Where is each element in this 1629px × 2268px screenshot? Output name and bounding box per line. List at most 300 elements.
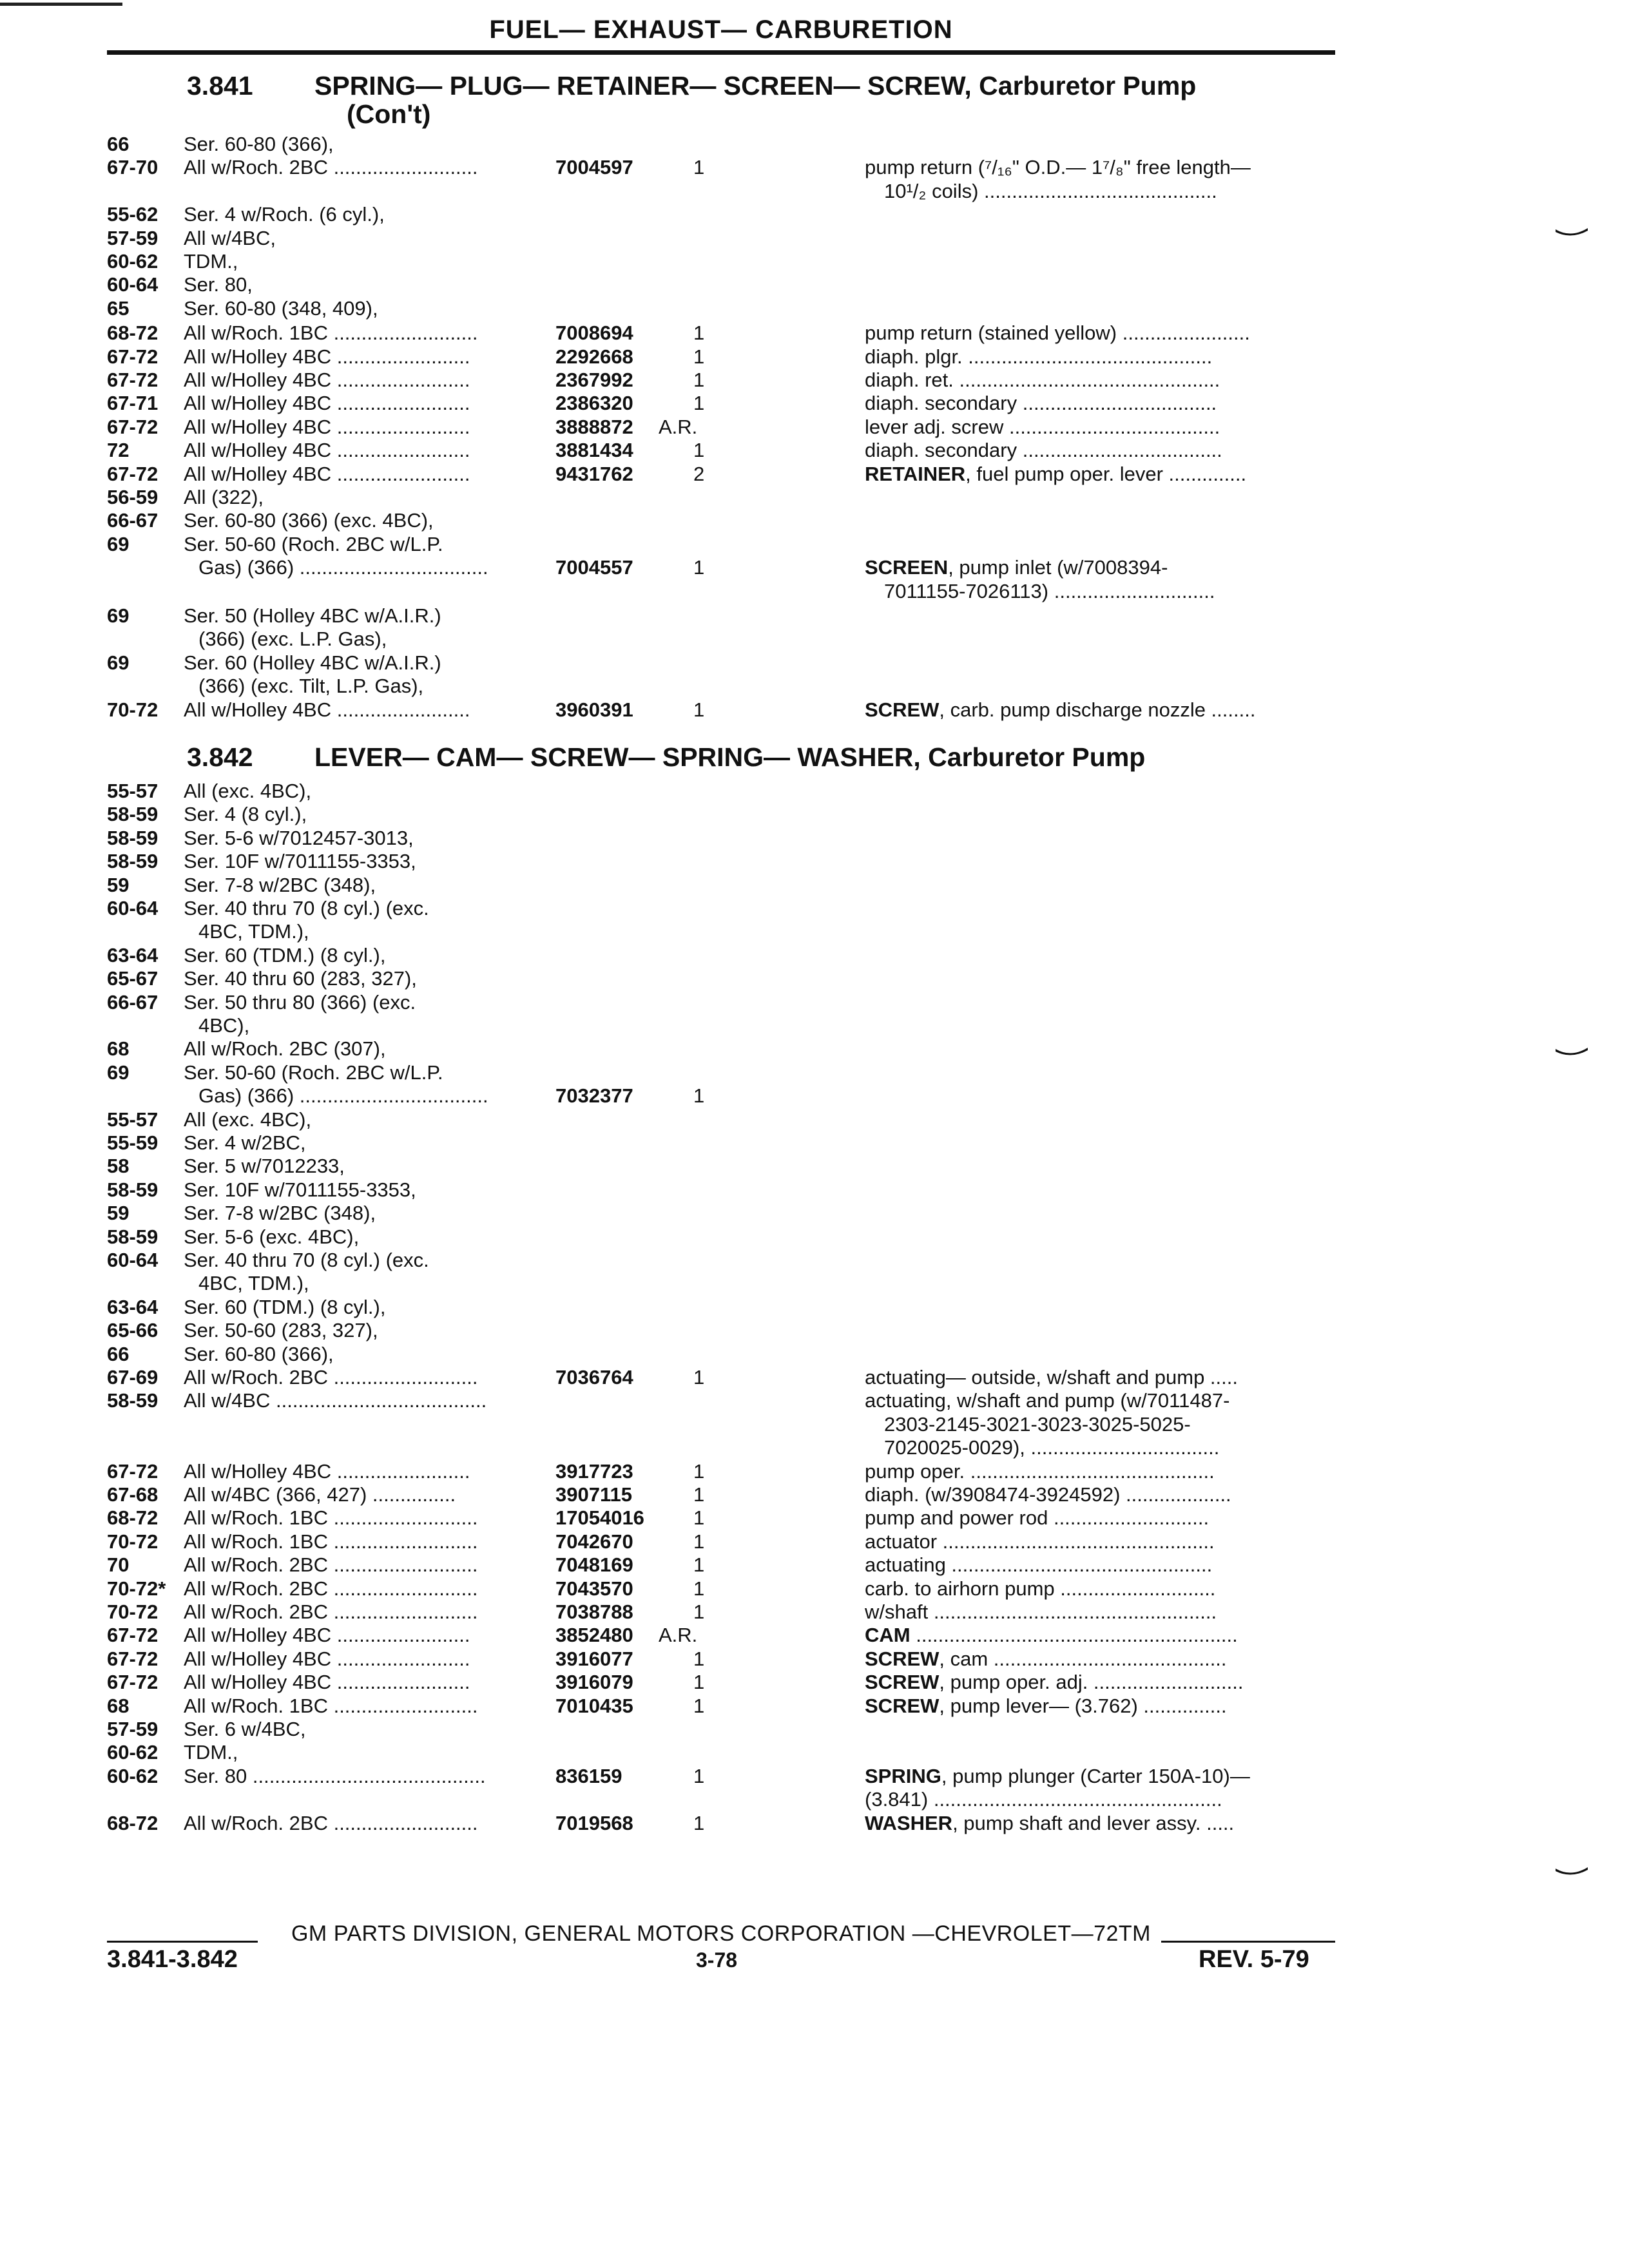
model-years: 58-59 (107, 1225, 159, 1248)
table-row (0, 533, 1629, 556)
model-years: 67-72 (107, 1459, 159, 1483)
model-years: 58-59 (107, 803, 159, 826)
application-description: Ser. 60 (Holley 4BC w/A.I.R.) (184, 651, 441, 674)
table-row (0, 1131, 1629, 1155)
application-description: All w/Roch. 1BC .......................... (184, 1694, 478, 1717)
part-name: actuating ............................................... (865, 1553, 1213, 1577)
footer-section-range: 3.841-3.842 (107, 1946, 238, 1973)
table-row (0, 675, 1629, 698)
application-description: All w/Holley 4BC ........................ (184, 462, 470, 485)
quantity: 1 (693, 1811, 705, 1834)
table-row (0, 698, 1629, 722)
model-years: 70-72* (107, 1577, 166, 1600)
part-name: SCREW, pump oper. adj. ........................... (865, 1671, 1244, 1694)
table-row (0, 780, 1629, 803)
application-description: Gas) (366) .................................. (198, 1084, 488, 1108)
table-row (0, 1812, 1629, 1835)
model-years: 68 (107, 1037, 130, 1061)
part-name: actuating, w/shaft and pump (w/7011487- (865, 1389, 1230, 1412)
part-name: CAM .......................................................... (865, 1624, 1238, 1647)
model-years: 70-72 (107, 698, 159, 721)
application-description: Ser. 50-60 (Roch. 2BC w/L.P. (184, 1061, 443, 1084)
model-years: 67-69 (107, 1366, 159, 1389)
application-description: All w/Roch. 1BC .......................... (184, 1530, 478, 1553)
quantity: A.R. (659, 1624, 698, 1647)
application-description: (366) (exc. Tilt, L.P. Gas), (198, 675, 424, 698)
part-name: actuator ................................................. (865, 1530, 1215, 1553)
part-number: 7043570 (555, 1577, 633, 1600)
binder-hole-mark (1554, 1046, 1589, 1057)
part-number: 17054016 (555, 1506, 644, 1530)
table-row (0, 1436, 1629, 1459)
part-number: 7019568 (555, 1811, 633, 1834)
model-years: 72 (107, 439, 130, 462)
quantity: 1 (693, 1600, 705, 1623)
model-years: 67-72 (107, 369, 159, 391)
part-name: SCREW, cam .......................................... (865, 1647, 1227, 1670)
model-years: 67-72 (107, 1624, 159, 1647)
table-row (0, 203, 1629, 226)
model-years: 60-64 (107, 897, 159, 919)
application-description: All w/4BC ...................................... (184, 1389, 487, 1412)
table-row (0, 273, 1629, 296)
application-description: All w/Roch. 2BC .......................... (184, 1577, 478, 1600)
model-years: 63-64 (107, 943, 159, 966)
application-description: All w/Roch. 2BC .......................... (184, 1366, 478, 1389)
part-number: 7008694 (555, 322, 633, 345)
part-name-keyword: SPRING (865, 1764, 941, 1787)
table-row (0, 628, 1629, 651)
part-name: actuating— outside, w/shaft and pump ..... (865, 1366, 1238, 1389)
table-row (0, 944, 1629, 967)
table-row (0, 1648, 1629, 1671)
model-years: 58-59 (107, 1389, 159, 1412)
model-years: 66 (107, 133, 130, 155)
table-row (0, 1249, 1629, 1272)
application-description: Ser. 50-60 (Roch. 2BC w/L.P. (184, 532, 443, 555)
part-number: 7042670 (555, 1530, 633, 1553)
quantity: 1 (693, 1553, 705, 1577)
model-years: 68-72 (107, 322, 159, 345)
quantity: 1 (693, 1084, 705, 1108)
table-row (0, 827, 1629, 850)
model-years: 60-62 (107, 1764, 159, 1787)
part-number: 3881434 (555, 439, 633, 462)
table-row (0, 486, 1629, 509)
table-row (0, 1413, 1629, 1436)
model-years: 58-59 (107, 1178, 159, 1201)
model-years: 67-71 (107, 392, 159, 415)
part-name: diaph. secondary ................................... (865, 392, 1217, 415)
table-row (0, 850, 1629, 873)
table-row (0, 1319, 1629, 1342)
model-years: 60-62 (107, 1741, 159, 1764)
part-name-keyword: RETAINER (865, 462, 966, 485)
model-years: 55-57 (107, 1108, 159, 1131)
quantity: 1 (693, 1671, 705, 1694)
table-row (0, 1178, 1629, 1202)
application-description: All w/4BC (366, 427) ............... (184, 1483, 456, 1506)
model-years: 63-64 (107, 1295, 159, 1318)
table-row (0, 1741, 1629, 1764)
table-row (0, 180, 1629, 203)
quantity: 1 (693, 1483, 705, 1506)
application-description: Ser. 4 w/2BC, (184, 1131, 306, 1154)
quantity: 1 (693, 1366, 705, 1389)
application-description: Ser. 60-80 (366), (184, 1342, 334, 1365)
application-description: Ser. 50 thru 80 (366) (exc. (184, 990, 416, 1014)
model-years: 57-59 (107, 1718, 159, 1740)
model-years: 69 (107, 604, 130, 627)
part-name: pump return (⁷/₁₆" O.D.— 1⁷/₈" free length— (865, 156, 1251, 179)
page-title: FUEL— EXHAUST— CARBURETION (489, 15, 953, 44)
part-name: 7011155-7026113) ............................. (884, 579, 1215, 602)
model-years: 55-57 (107, 780, 159, 802)
quantity: 1 (693, 1459, 705, 1483)
footer-publisher (107, 1921, 1335, 1946)
table-row (0, 1577, 1629, 1600)
section-heading-3841 (187, 71, 1340, 130)
table-row (0, 416, 1629, 439)
model-years: 67-68 (107, 1483, 159, 1506)
part-name: carb. to airhorn pump ............................ (865, 1577, 1216, 1600)
application-description: Ser. 60-80 (348, 409), (184, 296, 378, 320)
part-name-keyword: SCREEN (865, 556, 949, 579)
model-years: 57-59 (107, 226, 159, 249)
table-row (0, 1108, 1629, 1131)
table-row (0, 392, 1629, 415)
application-description: All w/Roch. 2BC .......................... (184, 1811, 478, 1834)
footer-page-number: 3-78 (696, 1948, 738, 1972)
quantity: 2 (693, 462, 705, 485)
application-description: Ser. 60 (TDM.) (8 cyl.), (184, 943, 386, 966)
part-number: 7010435 (555, 1694, 633, 1717)
application-description: All w/Roch. 2BC .......................... (184, 156, 478, 179)
model-years: 66-67 (107, 990, 159, 1014)
table-row (0, 1765, 1629, 1788)
quantity: A.R. (659, 415, 698, 438)
application-description: All w/Roch. 2BC .......................... (184, 1600, 478, 1623)
application-description: 4BC), (198, 1014, 250, 1037)
section-title: LEVER— CAM— SCREW— SPRING— WASHER, Carburetor Pump (314, 742, 1146, 772)
part-number: 2292668 (555, 345, 633, 368)
model-years: 69 (107, 532, 130, 555)
section-subtitle: (Con't) (347, 99, 431, 129)
model-years: 68-72 (107, 1811, 159, 1834)
table-row (0, 250, 1629, 273)
application-description: Ser. 5 w/7012233, (184, 1155, 345, 1178)
table-row (0, 920, 1629, 943)
model-years: 69 (107, 651, 130, 674)
part-name: w/shaft ................................................... (865, 1600, 1217, 1623)
quantity: 1 (693, 1694, 705, 1717)
application-description: (366) (exc. L.P. Gas), (198, 628, 387, 651)
section-number: 3.841 (187, 71, 253, 101)
part-name-keyword: SCREW (865, 1647, 940, 1670)
table-row (0, 1037, 1629, 1061)
model-years: 56-59 (107, 486, 159, 508)
model-years: 67-70 (107, 156, 159, 179)
part-number: 3916077 (555, 1647, 633, 1670)
application-description: 4BC, TDM.), (198, 920, 309, 943)
table-row (0, 1695, 1629, 1718)
binder-hole-mark (1554, 227, 1589, 237)
part-number: 3917723 (555, 1459, 633, 1483)
quantity: 1 (693, 1764, 705, 1787)
part-number: 9431762 (555, 462, 633, 485)
table-row (0, 1389, 1629, 1412)
part-name: SCREEN, pump inlet (w/7008394- (865, 556, 1168, 579)
application-description: All w/Holley 4BC ........................ (184, 1459, 470, 1483)
header-rule (107, 50, 1335, 55)
part-number: 3916079 (555, 1671, 633, 1694)
table-row (0, 1600, 1629, 1624)
model-years: 68 (107, 1694, 130, 1717)
part-number: 7032377 (555, 1084, 633, 1108)
model-years: 70 (107, 1553, 130, 1577)
table-row (0, 651, 1629, 675)
model-years: 67-72 (107, 1647, 159, 1670)
part-number: 2367992 (555, 369, 633, 391)
application-description: All (exc. 4BC), (184, 780, 312, 802)
table-row (0, 463, 1629, 486)
application-description: TDM., (184, 1741, 238, 1764)
binder-hole-mark (1554, 1866, 1589, 1876)
table-row (0, 1014, 1629, 1037)
table-row (0, 991, 1629, 1014)
model-years: 58-59 (107, 826, 159, 849)
application-description: Ser. 7-8 w/2BC (348), (184, 1202, 376, 1225)
model-years: 60-64 (107, 273, 159, 296)
table-row (0, 967, 1629, 990)
table-row (0, 1272, 1629, 1295)
table-row (0, 322, 1629, 345)
application-description: All w/Roch. 1BC .......................... (184, 322, 478, 345)
part-number: 7004557 (555, 556, 633, 579)
quantity: 1 (693, 156, 705, 179)
application-description: Ser. 40 thru 70 (8 cyl.) (exc. (184, 1249, 429, 1271)
part-number: 7036764 (555, 1366, 633, 1389)
application-description: All w/Holley 4BC ........................ (184, 698, 470, 721)
application-description: All (exc. 4BC), (184, 1108, 312, 1131)
quantity: 1 (693, 1506, 705, 1530)
model-years: 59 (107, 1202, 130, 1225)
application-description: All w/Holley 4BC ........................ (184, 369, 470, 391)
footer-publisher-text: GM PARTS DIVISION, GENERAL MOTORS CORPORATION —CHEVROLET—72TM (289, 1921, 1153, 1946)
part-name: diaph. ret. ............................................... (865, 369, 1220, 391)
quantity: 1 (693, 439, 705, 462)
model-years: 55-59 (107, 1131, 159, 1154)
part-name: RETAINER, fuel pump oper. lever .............. (865, 462, 1247, 485)
model-years: 65-67 (107, 967, 159, 990)
quantity: 1 (693, 345, 705, 368)
part-name: diaph. plgr. ............................................ (865, 345, 1213, 368)
table-row (0, 297, 1629, 320)
model-years: 70-72 (107, 1600, 159, 1623)
table-row (0, 580, 1629, 603)
part-name: pump return (stained yellow) ....................... (865, 322, 1250, 345)
model-years: 58-59 (107, 850, 159, 873)
table-row (0, 874, 1629, 897)
application-description: All w/Roch. 2BC (307), (184, 1037, 386, 1061)
application-description: All w/Holley 4BC ........................ (184, 392, 470, 415)
part-name-keyword: WASHER (865, 1811, 953, 1834)
table-row (0, 1155, 1629, 1178)
application-description: Ser. 7-8 w/2BC (348), (184, 873, 376, 896)
application-description: All w/Roch. 1BC .......................... (184, 1506, 478, 1530)
table-row (0, 227, 1629, 250)
model-years: 69 (107, 1061, 130, 1084)
application-description: All w/4BC, (184, 226, 276, 249)
section-title: SPRING— PLUG— RETAINER— SCREEN— SCREW, Carburetor Pump (314, 71, 1197, 101)
part-name: (3.841) .................................................... (865, 1788, 1222, 1811)
quantity: 1 (693, 1577, 705, 1600)
part-number: 7004597 (555, 156, 633, 179)
quantity: 1 (693, 1530, 705, 1553)
model-years: 60-62 (107, 250, 159, 273)
application-description: All w/Holley 4BC ........................ (184, 1624, 470, 1647)
part-name: SCREW, pump lever— (3.762) ............... (865, 1694, 1227, 1717)
application-description: Ser. 10F w/7011155-3353, (184, 850, 416, 873)
application-description: All w/Holley 4BC ........................ (184, 1671, 470, 1694)
model-years: 60-64 (107, 1249, 159, 1271)
table-row (0, 556, 1629, 579)
application-description: All w/Holley 4BC ........................ (184, 1647, 470, 1670)
part-name: pump oper. ............................................ (865, 1459, 1215, 1483)
quantity: 1 (693, 698, 705, 721)
part-name: 2303-2145-3021-3023-3025-5025- (884, 1412, 1191, 1436)
model-years: 59 (107, 873, 130, 896)
application-description: All (322), (184, 486, 264, 508)
model-years: 65 (107, 296, 130, 320)
table-row (0, 1202, 1629, 1225)
quantity: 1 (693, 392, 705, 415)
model-years: 67-72 (107, 415, 159, 438)
model-years: 55-62 (107, 203, 159, 226)
application-description: Ser. 80, (184, 273, 253, 296)
model-years: 66-67 (107, 509, 159, 532)
quantity: 1 (693, 369, 705, 391)
table-row (0, 1718, 1629, 1741)
top-corner-rule (0, 3, 122, 6)
application-description: Ser. 40 thru 60 (283, 327), (184, 967, 417, 990)
part-number: 3852480 (555, 1624, 633, 1647)
application-description: All w/Holley 4BC ........................ (184, 415, 470, 438)
table-row (0, 1624, 1629, 1647)
part-name: SCREW, carb. pump discharge nozzle ........ (865, 698, 1256, 721)
table-row (0, 1530, 1629, 1553)
part-name-keyword: SCREW (865, 1694, 940, 1717)
part-number: 3960391 (555, 698, 633, 721)
model-years: 65-66 (107, 1319, 159, 1342)
part-number: 836159 (555, 1764, 622, 1787)
application-description: Ser. 6 w/4BC, (184, 1718, 306, 1740)
model-years: 66 (107, 1342, 130, 1365)
part-name: 10¹/₂ coils) .......................................... (884, 179, 1217, 202)
table-row (0, 509, 1629, 532)
part-name-keyword: SCREW (865, 698, 940, 721)
application-description: Gas) (366) .................................. (198, 556, 488, 579)
part-number: 7048169 (555, 1553, 633, 1577)
model-years: 67-72 (107, 1671, 159, 1694)
table-row (0, 1084, 1629, 1108)
quantity: 1 (693, 556, 705, 579)
model-years: 67-72 (107, 345, 159, 368)
table-row (0, 1061, 1629, 1084)
part-name: WASHER, pump shaft and lever assy. ..... (865, 1811, 1235, 1834)
application-description: Ser. 10F w/7011155-3353, (184, 1178, 416, 1201)
application-description: All w/Holley 4BC ........................ (184, 345, 470, 368)
table-row (0, 1671, 1629, 1694)
table-row (0, 439, 1629, 462)
application-description: Ser. 4 w/Roch. (6 cyl.), (184, 203, 385, 226)
table-row (0, 156, 1629, 179)
section-number: 3.842 (187, 742, 253, 772)
part-name: SPRING, pump plunger (Carter 150A-10)— (865, 1764, 1250, 1787)
quantity: 1 (693, 1647, 705, 1670)
table-row (0, 1296, 1629, 1319)
part-name: diaph. secondary .................................... (865, 439, 1222, 462)
footer-revision: REV. 5-79 (1199, 1946, 1309, 1973)
table-row (0, 803, 1629, 826)
application-description: Ser. 4 (8 cyl.), (184, 803, 307, 826)
table-row (0, 133, 1629, 156)
application-description: Ser. 60-80 (366) (exc. 4BC), (184, 509, 434, 532)
application-description: Ser. 80 .......................................... (184, 1764, 486, 1787)
table-row (0, 369, 1629, 392)
part-name-keyword: SCREW (865, 1671, 940, 1694)
application-description: All w/Holley 4BC ........................ (184, 439, 470, 462)
part-number: 3888872 (555, 415, 633, 438)
part-name: lever adj. screw ...................................... (865, 415, 1220, 438)
application-description: Ser. 60-80 (366), (184, 133, 334, 155)
application-description: Ser. 60 (TDM.) (8 cyl.), (184, 1295, 386, 1318)
table-row (0, 1343, 1629, 1366)
model-years: 70-72 (107, 1530, 159, 1553)
table-row (0, 1460, 1629, 1483)
table-row (0, 1225, 1629, 1249)
quantity: 1 (693, 322, 705, 345)
application-description: All w/Roch. 2BC .......................... (184, 1553, 478, 1577)
application-description: Ser. 50 (Holley 4BC w/A.I.R.) (184, 604, 441, 627)
section-heading-3842 (187, 742, 1340, 774)
table-row (0, 1788, 1629, 1811)
part-name: pump and power rod ............................ (865, 1506, 1210, 1530)
application-description: Ser. 40 thru 70 (8 cyl.) (exc. (184, 897, 429, 919)
part-name: 7020025-0029), .................................. (884, 1436, 1220, 1459)
model-years: 68-72 (107, 1506, 159, 1530)
table-row (0, 897, 1629, 920)
table-row (0, 1366, 1629, 1389)
table-row (0, 345, 1629, 369)
application-description: Ser. 5-6 (exc. 4BC), (184, 1225, 360, 1248)
model-years: 67-72 (107, 462, 159, 485)
model-years: 58 (107, 1155, 130, 1178)
table-row (0, 1483, 1629, 1506)
table-row (0, 604, 1629, 628)
part-name: diaph. (w/3908474-3924592) ................... (865, 1483, 1231, 1506)
part-name-keyword: CAM (865, 1624, 911, 1647)
table-row (0, 1506, 1629, 1530)
application-description: Ser. 5-6 w/7012457-3013, (184, 826, 414, 849)
part-number: 3907115 (555, 1483, 632, 1506)
table-row (0, 1553, 1629, 1577)
part-number: 2386320 (555, 392, 633, 415)
application-description: 4BC, TDM.), (198, 1272, 309, 1295)
application-description: TDM., (184, 250, 238, 273)
part-number: 7038788 (555, 1600, 633, 1623)
application-description: Ser. 50-60 (283, 327), (184, 1319, 378, 1342)
